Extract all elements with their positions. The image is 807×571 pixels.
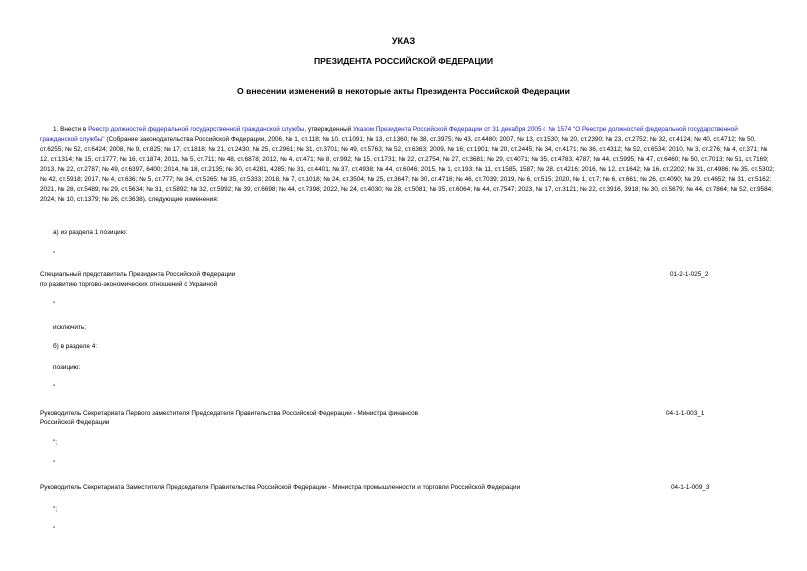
paragraph-1-mid: , утвержденный — [304, 126, 354, 133]
paragraph-1-prefix: 1. Внести в — [53, 126, 89, 133]
position-2-title-line-2: Российской Федерации — [40, 419, 110, 426]
position-3-code: 04-1-1-009_3 — [671, 484, 710, 491]
decree-title: УКАЗ — [391, 36, 416, 46]
decree-heading: О внесении изменений в некоторые акты Президента Российской Федерации — [237, 86, 570, 96]
decree-1574-link[interactable]: Указом Президента Российской Федерации от 31 декабря 2005 г. № 1574 "О Реестре должностей федеральной государственной гражданской службы" — [40, 126, 738, 143]
quote-open-4: " — [53, 526, 56, 533]
position-word: позицию: — [53, 364, 81, 371]
exclude-text: исключить; — [53, 324, 86, 331]
quote-close-3: "; — [53, 506, 58, 513]
paragraph-1 — [40, 125, 775, 205]
quote-close: " — [53, 301, 56, 308]
quote-open-3: " — [53, 460, 56, 467]
quote-close-2: "; — [53, 439, 58, 446]
decree-subtitle: ПРЕЗИДЕНТА РОССИЙСКОЙ ФЕДЕРАЦИИ — [313, 56, 494, 66]
paragraph-1-rest: (Собрание законодательства Российской Федерации, 2006, № 1, ст.118; № 10, ст.1091; № 13, ст.1360; № 38, ст.3975; № 43, ст.4480; 2007, № 13, ст.1530; № 20, ст.2390; № 23, ст.2752; № 32, ст.4124; № 40, ст.4712; № 50, ст.6255; № 52, ст.6424; 2008, № 9, ст.825; № 17, ст.1818; № 21, ст.2430; № 25, ст.2961; № 31, ст.3701; № 49, ст.5763; № 52, ст.6363; 2009, № 16, ст.1901; № 20, ст.2445; № 34, ст.4171; № 36, ст.4312; № 52, ст.6534; 2010, № 3, ст.276; № 4, ст.371; № 12, ст.1314; № 15, ст.1777; № 16, ст.1874; 2011, № 5, ст.711; № 48, ст.6878; 2012, № 4, ст.471; № 8, ст.992; № 15, ст.1731; № 22, ст.2754; № 27, ст.3681; № 29, ст.4071; № 35, ст.4783, 4787; № 44, ст.5995; № 47, ст.6460; № 50, ст.7013; № 51, ст.7169; 2013, № 22, ст.2787; № 49, ст.6397, 6400; 2014, № 18, ст.2135; № 30, ст.4281, 4285; № 31, ст.4401; № 37, ст.4938; № 44, ст.6046; 2015, № 1, ст.193; № 11, ст.1585, 1587; № 28, ст.4216; 2016, № 12, ст.1642; № 16, ст.2202; № 31, ст.4986; № 35, ст.5302; № 42, ст.5918; 2017, № 4, ст.636; № 5, ст.777; № 34, ст.5265; № 35, ст.5333; 2018, № 7, ст.1018; № 24, ст.3504; № 25, ст.3647; № 30, ст.4716; № 46, ст.7039; 2019, № 6, ст.515; 2020, № 1, ст.7; № 6, ст.661; № 26, ст.4090; № 29, ст.4652; № 31, ст.5162; 2021, № 28, ст.5489; № 29, ст.5634; № 31, ст.5892; № 32, ст.5992; № 39, ст.6698; № 44, ст.7398; 2022, № 24, ст.4030; № 28, ст.5081; № 35, ст.6064; № 44, ст.7547; 2023, № 17, ст.3121; № 22, ст.3916, 3918; № 30, ст.5679; № 44, ст.7864; № 52, ст.9584; 2024, № 10, ст.1379; № 26, ст.3638), следующие изменения: — [40, 136, 775, 203]
position-2-title-line-1: Руководитель Секретариата Первого заместителя Председателя Правительства Российской Федерации - Министра финансов — [40, 410, 419, 417]
quote-open-2: " — [53, 384, 56, 391]
position-1-title-line-2: по развитию торгово-экономических отношений с Украиной — [40, 281, 218, 288]
position-2-code: 04-1-1-003_1 — [666, 410, 705, 417]
position-1-title-line-1: Специальный представитель Президента Российской Федерации — [40, 271, 236, 278]
quote-open: " — [53, 251, 56, 258]
item-b-label: б) в разделе 4: — [53, 343, 98, 350]
registry-link[interactable]: Реестр должностей федеральной государственной гражданской службы — [88, 126, 305, 133]
item-a-label: а) из раздела 1 позицию: — [53, 229, 128, 236]
position-1-code: 01-2-1-025_2 — [670, 271, 709, 278]
position-3-title: Руководитель Секретариата Заместителя Председателя Правительства Российской Федерации - Министра промышленности и торговли Российской Федерации — [40, 484, 521, 491]
